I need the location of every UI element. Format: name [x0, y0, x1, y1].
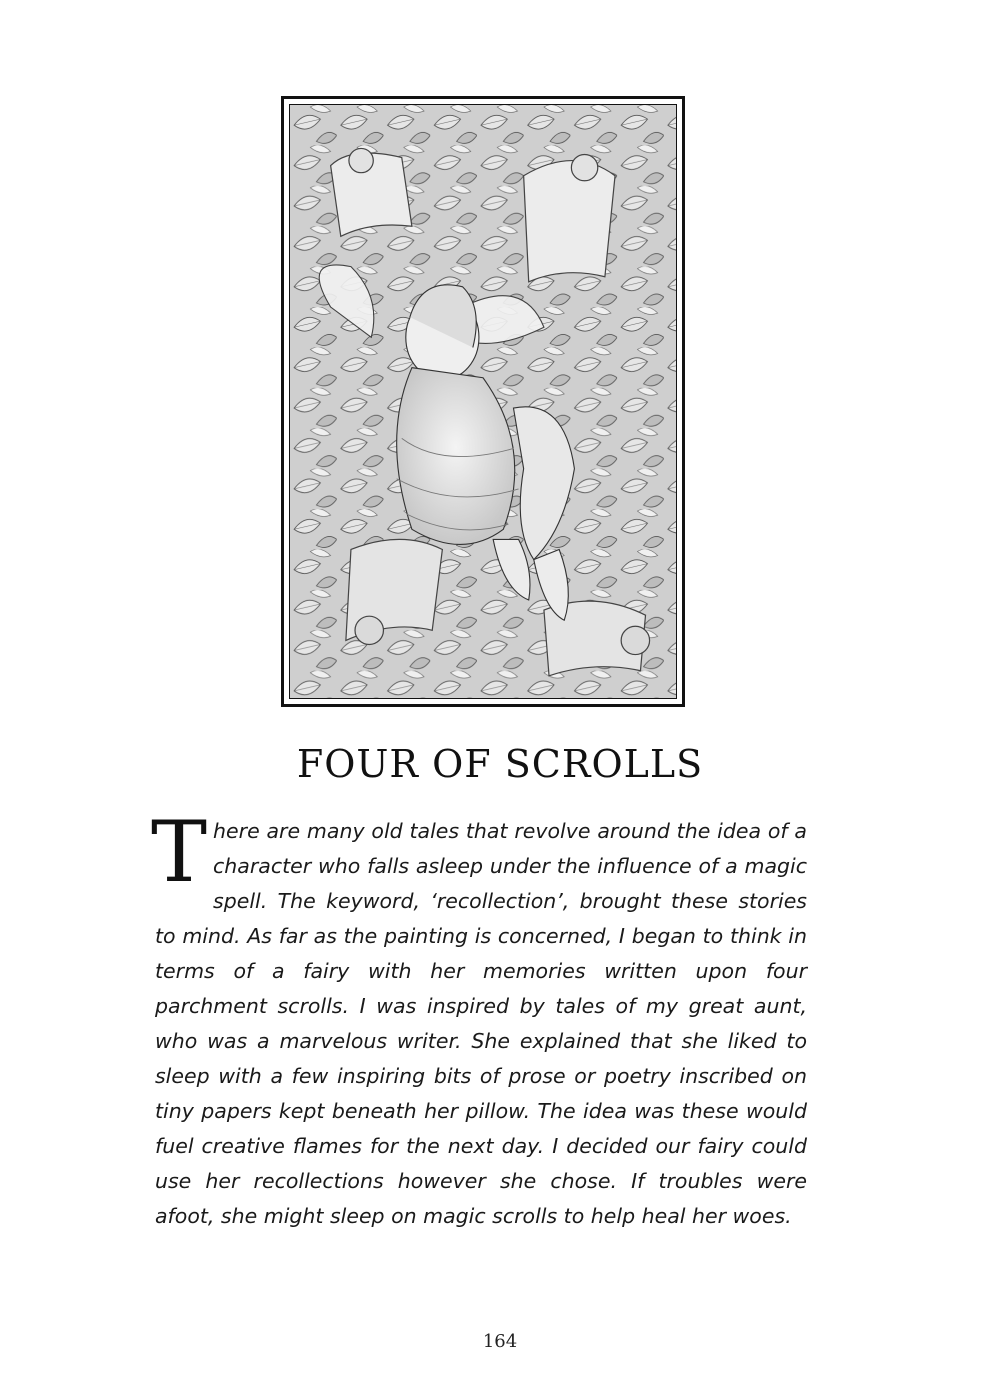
drop-cap: T: [151, 803, 208, 901]
body-text: here are many old tales that revolve around the idea of a character who falls asleep under the influence of a magic spell. The keyword, ‘recollection’, brought these stories to mind. As far as the painting is concerned, I began to think in terms of a fairy with her memories written upon four parchment scrolls. I was inspired by tales of my great aunt, who was a marvelous writer. She explained that she liked to sleep with a few inspiring bits of prose or poetry inscribed on tiny papers kept beneath her pillow. The idea was these would fuel creative flames for the next day. I decided our fairy could use her recollections however she chose. If troubles were afoot, she might sleep on magic scrolls to help heal her woes.: [155, 819, 807, 1228]
scroll-top-left: [331, 148, 412, 236]
page-title: FOUR OF SCROLLS: [296, 742, 704, 786]
illustration: [289, 104, 677, 699]
illustration-frame: [281, 96, 685, 707]
fairy-scrolls-illustration: [290, 105, 676, 698]
scroll-top-right: [524, 155, 615, 282]
body-paragraph: [151, 803, 807, 1234]
page-number: 164: [482, 1331, 518, 1352]
